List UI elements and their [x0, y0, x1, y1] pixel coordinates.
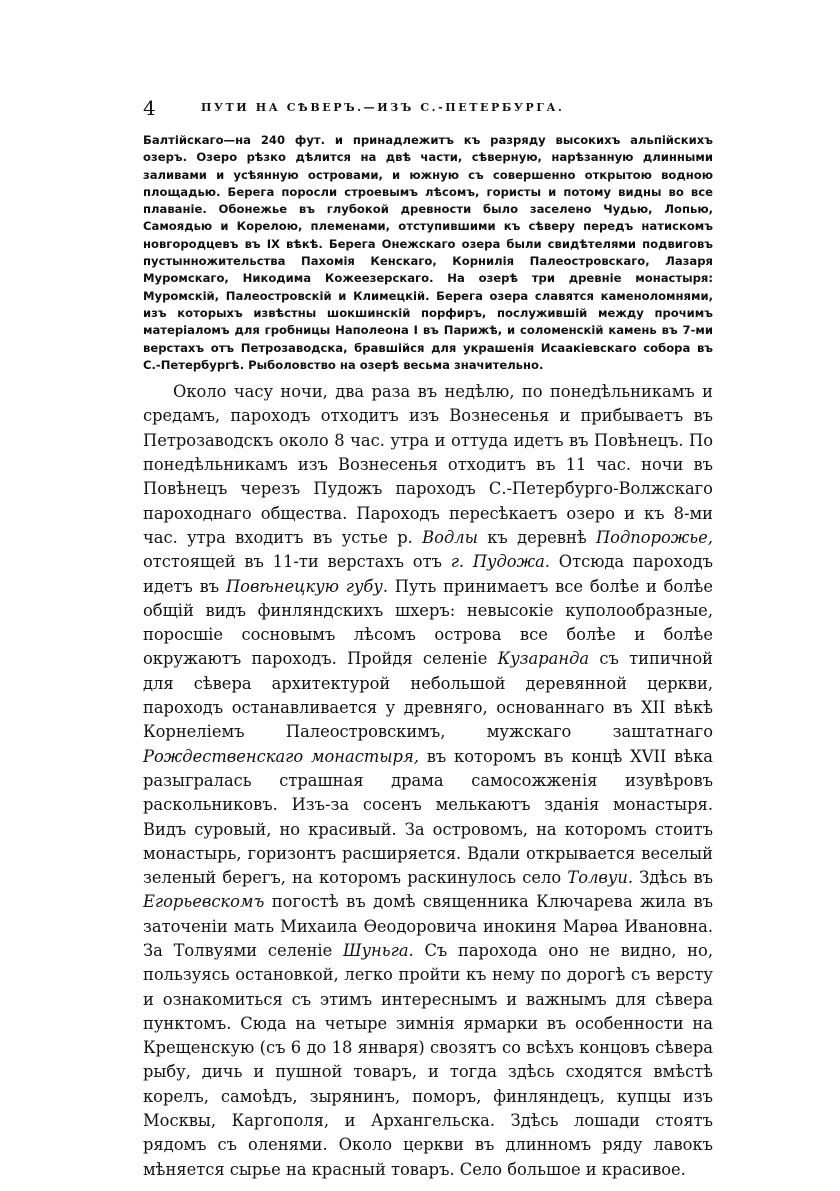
footnote-paragraph: Балтійскаго—на 240 фут. и принадлежитъ къ разряду высокихъ альпійскихъ озеръ. Озеро рѣзко дѣлится на двѣ части, сѣверную, нарѣзанную длинными заливами и усѣянную островами, и южную съ совершенно открытою водною площадью. Берега поросли строевымъ лѣсомъ, гористы и потому видны во все плаваніе. Обонежье въ глубокой древности было заселено Чудью, Лопью, Самоядью и Корелою, племенами, отступившими къ сѣверу передъ натискомъ новгородцевъ въ IX вѣкѣ. Берега Онежскаго озера были свидѣтелями подвиговъ пустынножительства Пахомія Кенскаго, Корнилія Палеостровскаго, Лазаря Муромскаго, Никодима Кожеезерскаго. На озерѣ три древніе монастыря: Муромскій, Палеостровскій и Климецкій. Берега озера славятся каменоломнями, изъ которыхъ извѣстны шокшинскій порфиръ, послужившій между прочимъ матеріаломъ для гробницы Наполеона I въ Парижѣ, и соломенскій камень въ 7-ми верстахъ отъ Петрозаводска, бравшійся для украшенія Исаакіевскаго собора въ С.-Петербургѣ. Рыболовство на озерѣ весьма значительно. [143, 133, 713, 372]
italic-term: Кузаранда [497, 649, 590, 669]
italic-term: Рождественскаго монастыря, [143, 746, 419, 766]
italic-term: Толвуи. [567, 868, 634, 888]
text-run: Около часу ночи, два раза въ недѣлю, по понедѣльникамъ и средамъ, пароходъ отходитъ изъ Вознесенья и прибываетъ въ Петрозаводскъ около 8 час. утра и оттуда идетъ въ Повѣнецъ. По понедѣльникамъ изъ Вознесенья отходитъ въ 11 час. ночи въ Повѣнецъ черезъ Пудожъ пароходъ С.-Петербурго-Волжскаго пароходнаго общества. Пароходъ пересѣкаетъ озеро и къ 8-ми час. утра входитъ въ устье р. [143, 382, 713, 547]
text-run: погостѣ въ домѣ священника Ключарева жила въ заточеніи мать Михаила Ѳеодоровича инокиня Марѳа Ивановна. За Толвуями селеніе [143, 892, 713, 960]
text-run: въ которомъ въ концѣ XVII вѣка разыгралась страшная драма самосожженія изувѣровъ раскольниковъ. Изъ-за сосенъ мелькаютъ зданія монастыря. Видъ суровый, но красивый. За островомъ, на которомъ стоитъ монастырь, горизонтъ расширяется. Вдали открывается веселый зеленый берегъ, на которомъ раскинулось село [143, 746, 713, 888]
italic-term: г. Пудожа. [450, 552, 550, 572]
text-run: Отсюда пароходъ идетъ въ [143, 552, 713, 596]
main-paragraph [143, 380, 713, 1182]
book-page [143, 96, 713, 1182]
italic-term: Повѣнецкую губу. [225, 576, 388, 596]
italic-term: Шуньга. [342, 940, 414, 960]
text-run: къ деревнѣ [477, 527, 596, 547]
text-run: Съ парохода оно не видно, но, пользуясь остановкой, легко пройти къ нему по дорогѣ съ версту и ознакомиться съ этимъ интереснымъ и важнымъ для сѣвера пунктомъ. Сюда на четыре зимнія ярмарки въ особенности на Крещенскую (съ 6 до 18 января) свозятъ со всѣхъ концовъ сѣвера рыбу, дичь и пушной товаръ, и тогда здѣсь сходятся вмѣстѣ корелъ, самоѣдъ, зырянинъ, поморъ, финляндецъ, купцы изъ Москвы, Каргополя, и Архангельска. Здѣсь лошади стоятъ рядомъ съ оленями. Около церкви въ длинномъ ряду лавокъ мѣняется сырье на красный товаръ. Село большое и красивое. [143, 940, 713, 1179]
italic-term: Подпорожье, [595, 527, 713, 547]
text-run: съ типичной для сѣвера архитектурой небольшой деревянной церкви, пароходъ останавливается у древняго, основаннаго въ XII вѣкѣ Корнеліемъ Палеостровскимъ, мужскаго заштатнаго [143, 649, 713, 742]
page-number: 4 [143, 96, 156, 120]
running-title: ПУТИ НА СѢВЕРЪ.—ИЗЪ С.-ПЕТЕРБУРГА. [201, 101, 565, 114]
italic-term: Водлы [422, 527, 478, 547]
text-run: Здѣсь въ [633, 868, 713, 888]
text-run: отстоящей въ 11-ти верстахъ отъ [143, 552, 451, 572]
page-header [143, 96, 713, 122]
text-run: Путь принимаетъ все болѣе и болѣе общій видъ финляндскихъ шхеръ: невысокіе куполообразные, поросшіе сосновымъ лѣсомъ острова все болѣе и болѣе окружаютъ пароходъ. Пройдя селеніе [143, 576, 713, 669]
italic-term: Егорьевскомъ [143, 892, 265, 912]
